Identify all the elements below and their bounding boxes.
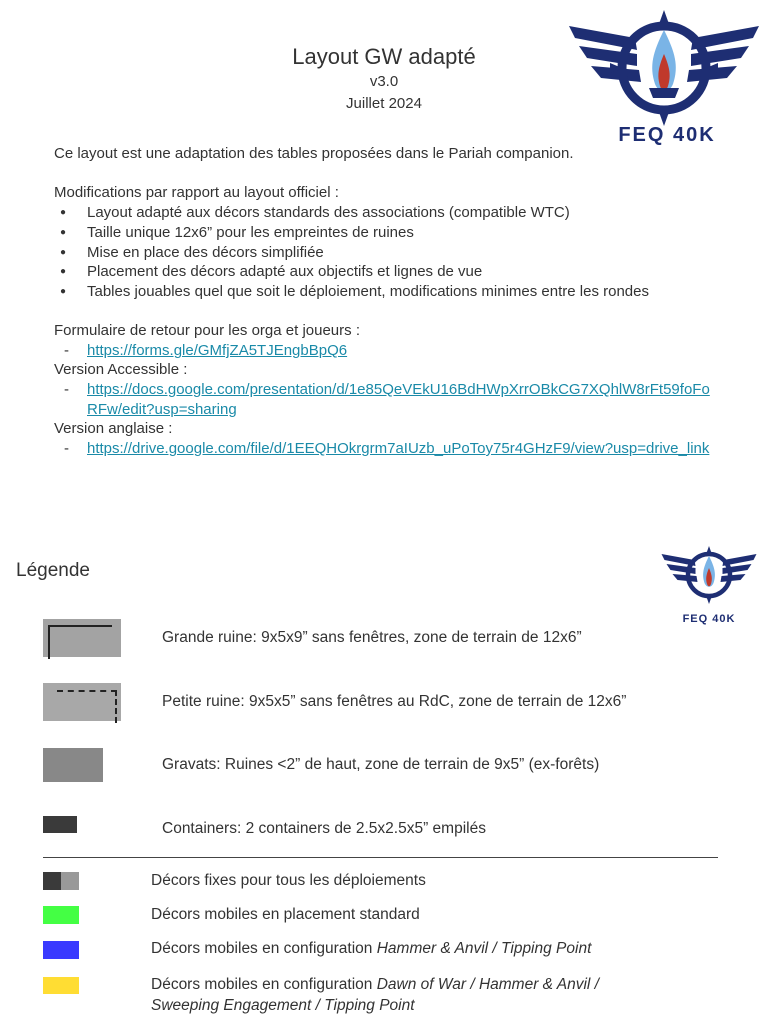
large-ruin-label: Grande ruine: 9x5x9” sans fenêtres, zone de terrain de 12x6” <box>162 629 582 646</box>
feq40k-logo-small <box>652 545 766 627</box>
english-version-label: Version anglaise : <box>54 420 173 437</box>
logo-text: FEQ 40K <box>682 613 736 625</box>
accessible-version-link[interactable]: https://docs.google.com/presentation/d/1e85QeVEkU16BdHWpXrrOBkCG7XQhlW8rFt59foFoRFw/edit?usp=sharing <box>87 381 710 418</box>
feq40k-logo <box>565 8 763 148</box>
list-item: ● Mise en place des décors simplifiée <box>54 243 649 263</box>
document-title: Layout GW adapté <box>292 44 476 69</box>
dawn-of-war-label: Décors mobiles en configuration Dawn of War / Hammer & Anvil / Sweeping Engagement / Tipping Point <box>151 976 599 1014</box>
list-item: ● Tables jouables quel que soit le déploiement, modifications minimes entre les rondes <box>54 282 649 302</box>
list-item: ● Taille unique 12x6” pour les empreintes de ruines <box>54 223 649 243</box>
hammer-anvil-swatch <box>43 941 79 959</box>
intro-text: Ce layout est une adaptation des tables proposées dans le Pariah companion. <box>54 145 574 162</box>
hammer-anvil-label: Décors mobiles en configuration Hammer & Anvil / Tipping Point <box>151 940 592 957</box>
accessible-version-label: Version Accessible : <box>54 361 188 378</box>
feedback-form-link[interactable]: https://forms.gle/GMfjZA5TJEngbBpQ6 <box>87 342 348 359</box>
small-ruin-label: Petite ruine: 9x5x5” sans fenêtres au RdC, zone de terrain de 12x6” <box>162 693 627 710</box>
fixed-terrain-label: Décors fixes pour tous les déploiements <box>151 872 426 889</box>
list-item: ● Placement des décors adapté aux objectifs et lignes de vue <box>54 262 649 282</box>
small-ruin-swatch <box>43 683 121 721</box>
english-version-link[interactable]: https://drive.google.com/file/d/1EEQHOkrgrm7aIUzb_uPoToy75r4GHzF9/view?usp=drive_link <box>87 440 710 457</box>
feq40k-emblem-icon <box>652 545 766 615</box>
modifications-heading: Modifications par rapport au layout officiel : <box>54 184 339 201</box>
modifications-list <box>54 203 649 302</box>
containers-swatch <box>43 816 77 833</box>
standard-mobile-swatch <box>43 906 79 924</box>
feedback-form-label: Formulaire de retour pour les orga et joueurs : <box>54 322 360 339</box>
list-item: ● Layout adapté aux décors standards des associations (compatible WTC) <box>54 203 649 223</box>
legend-divider <box>43 857 718 858</box>
document-date: Juillet 2024 <box>346 95 422 112</box>
fixed-terrain-swatch-dark <box>43 872 61 890</box>
document-version: v3.0 <box>369 73 399 90</box>
dawn-of-war-swatch <box>43 977 79 994</box>
legend-title: Légende <box>16 560 90 581</box>
rubble-swatch <box>43 748 103 782</box>
standard-mobile-label: Décors mobiles en placement standard <box>151 906 420 923</box>
rubble-label: Gravats: Ruines <2” de haut, zone de terrain de 9x5” (ex-forêts) <box>162 756 600 773</box>
logo-text: FEQ 40K <box>618 124 716 146</box>
containers-label: Containers: 2 containers de 2.5x2.5x5” empilés <box>162 820 486 837</box>
fixed-terrain-swatch-light <box>61 872 79 890</box>
large-ruin-swatch <box>43 619 121 657</box>
